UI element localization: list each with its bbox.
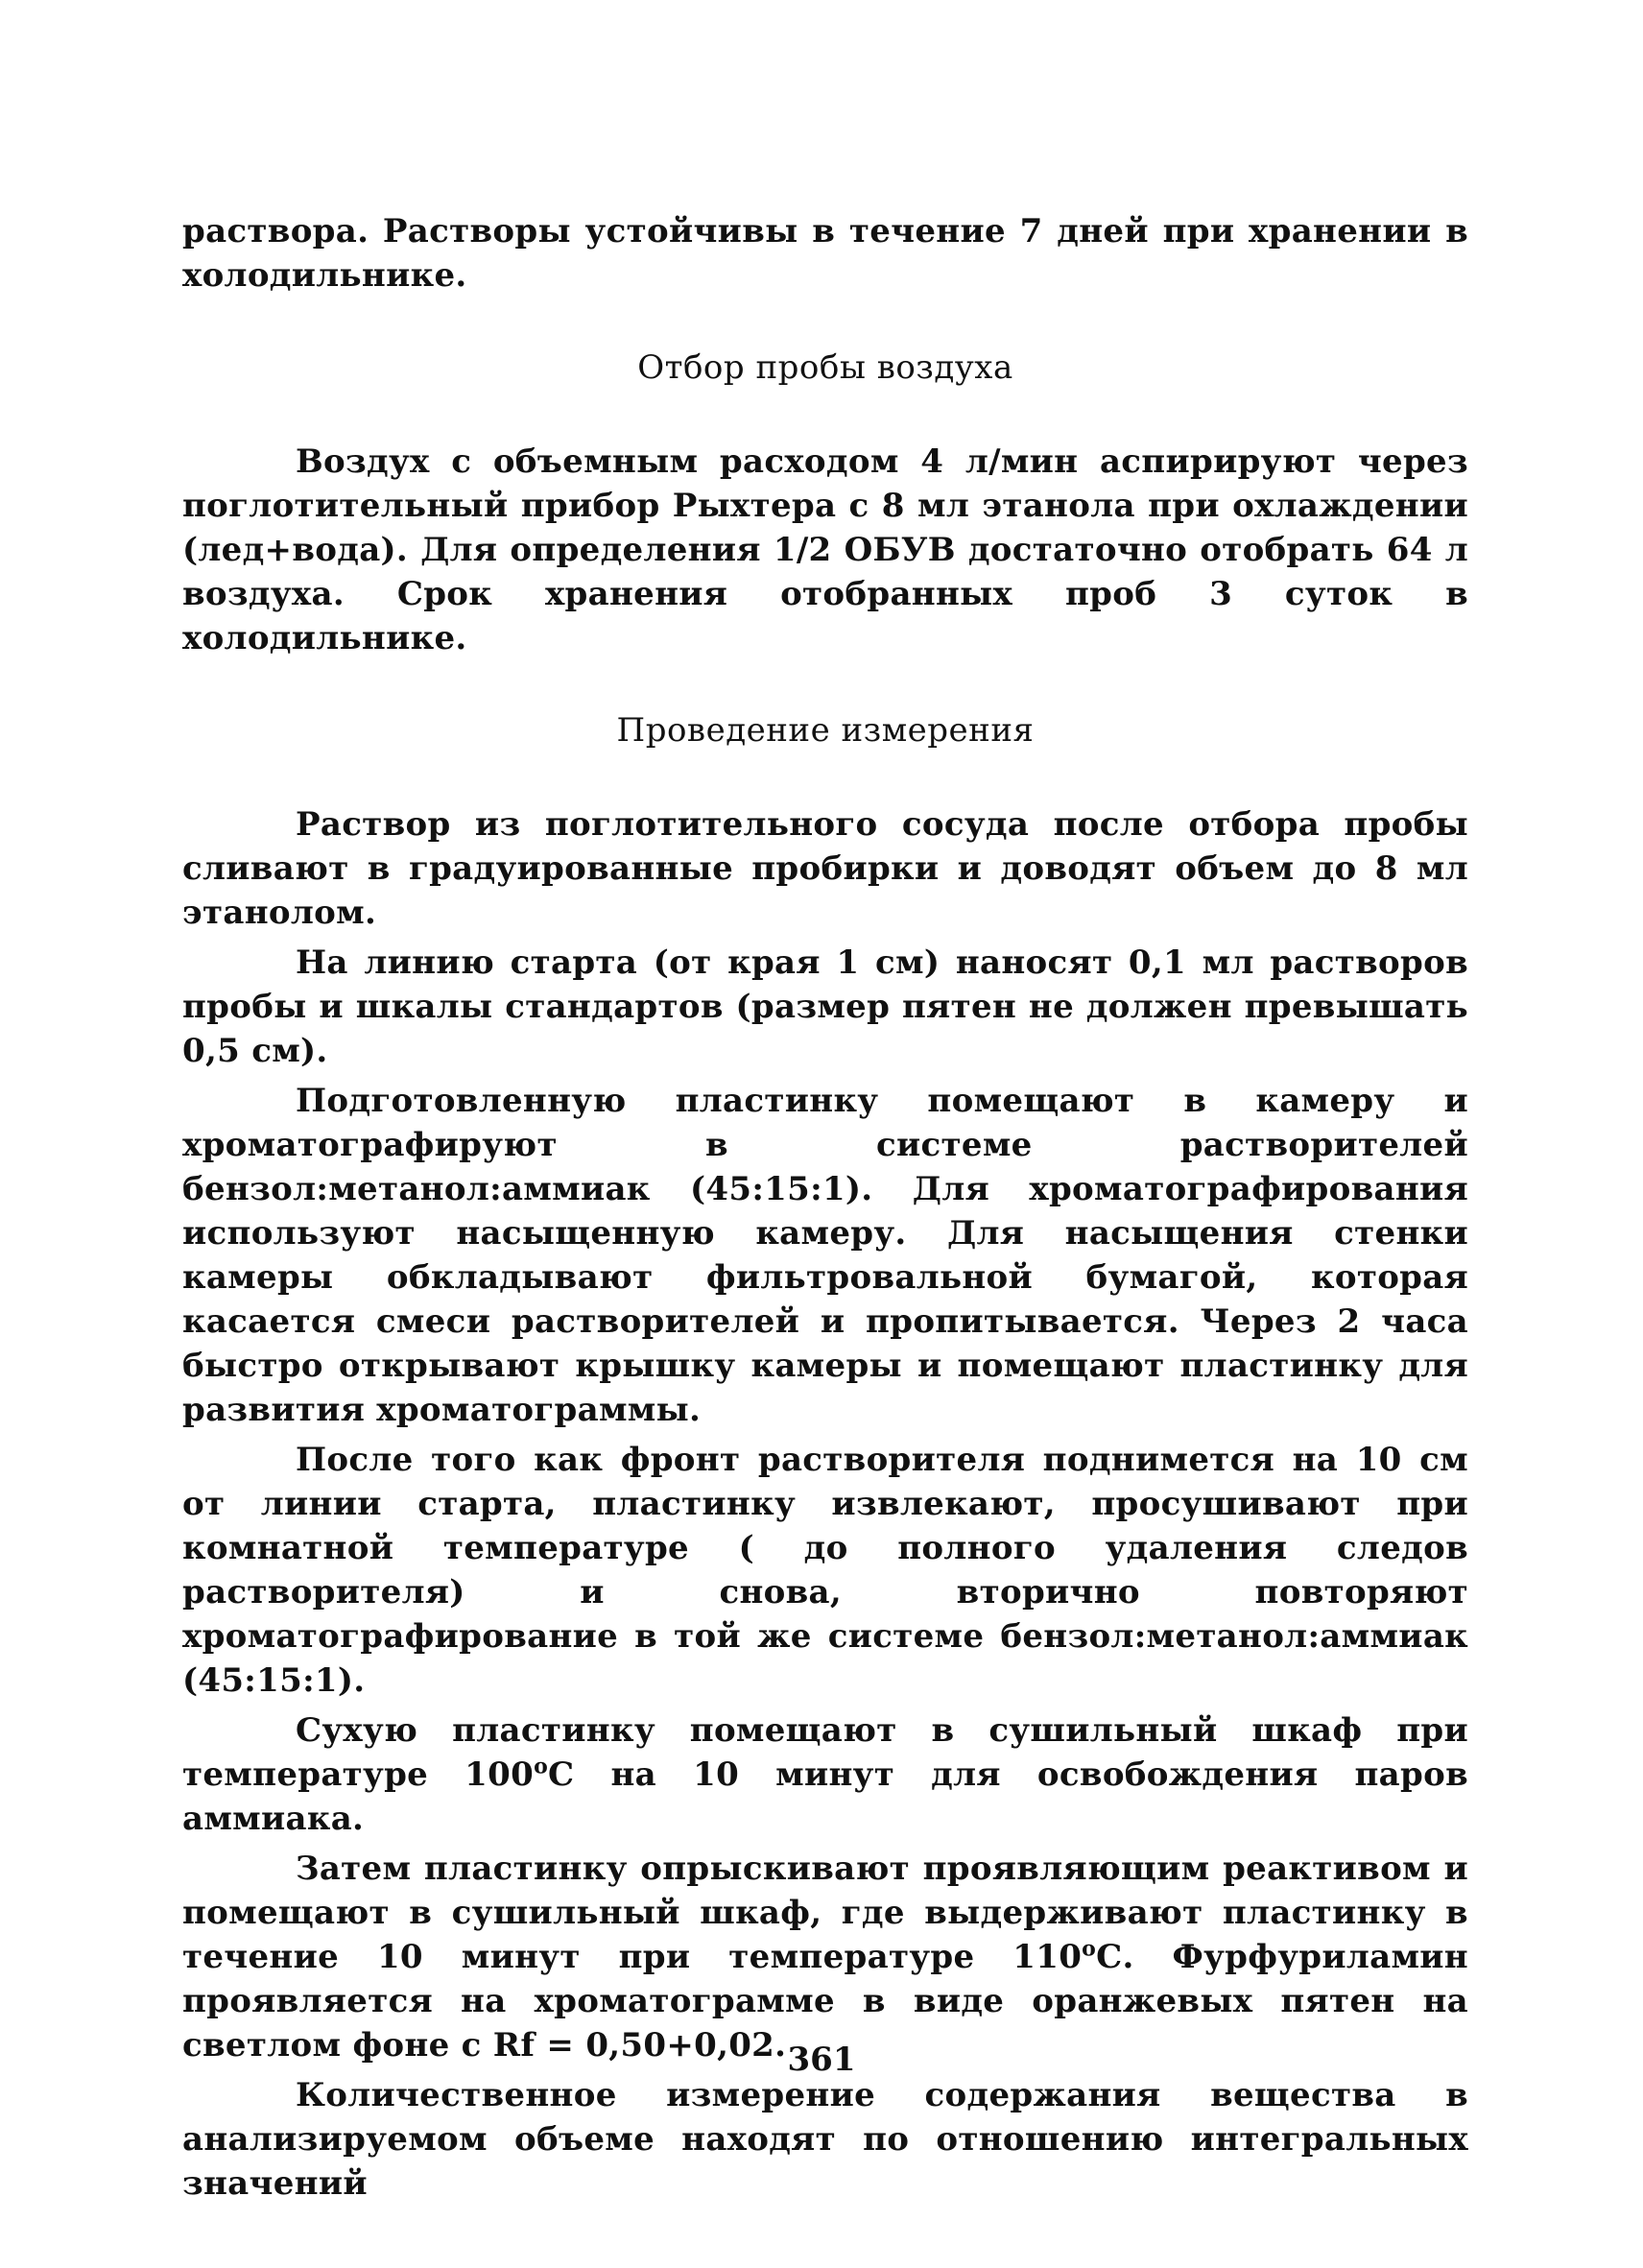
paragraph-measurement-6 [182, 1847, 1468, 2067]
section-heading-air-sampling: Отбор пробы воздуха [637, 348, 1013, 387]
paragraph-measurement-1: Раствор из поглотительного сосуда после отбора пробы сливают в градуированные пробирки и доводят объем до 8 мл этанолом. [182, 805, 1468, 932]
p6-text-before: Затем пластинку опрыскивают проявляющим реактивом и помещают в сушильный шкаф, где выдерживают пластинку в течение 10 минут при температуре 110 [182, 1850, 1468, 1976]
paragraph-measurement-3: Подготовленную пластинку помещают в камеру и хроматографируют в системе растворителей бензол:метанол:аммиак (45:15:1). Для хроматографирования используют насыщенную камеру. Для насыщения стенки камеры обкладывают фильтровальной бумагой, которая касается смеси растворителей и пропитывается. Через 2 часа быстро открывают крышку камеры и помещают пластинку для развития хроматограммы. [182, 1082, 1468, 1429]
p5-text-after: С на 10 минут для освобождения паров аммиака. [182, 1755, 1468, 1838]
degree-sign: о [534, 1754, 549, 1779]
degree-sign: о [1082, 1936, 1097, 1962]
paragraph-air-sampling: Воздух с объемным расходом 4 л/мин аспирируют через поглотительный прибор Рыхтера с 8 мл этанола при охлаждении (лед+вода). Для определения 1/2 ОБУВ достаточно отобрать 64 л воздуха. Срок хранения отобранных проб 3 суток в холодильнике. [182, 442, 1468, 657]
paragraph-measurement-5 [182, 1708, 1468, 1841]
paragraph-measurement-7: Количественное измерение содержания вещества в анализируемом объеме находят по отношению интегральных значений [182, 2076, 1468, 2203]
p6-text-after: С. Фурфуриламин проявляется на хроматограмме в виде оранжевых пятен на светлом фоне с Rf = 0,50+0,02. [182, 1938, 1468, 2065]
paragraph-measurement-2: На линию старта (от края 1 см) наносят 0,1 мл растворов пробы и шкалы стандартов (размер пятен не должен превышать 0,5 см). [182, 943, 1468, 1070]
page-number: 361 [787, 2041, 856, 2079]
paragraph-measurement-4: После того как фронт растворителя поднимется на 10 см от линии старта, пластинку извлекают, просушивают при комнатной температуре ( до полного удаления следов растворителя) и снова, вторично повторяют хроматографирование в той же системе бензол:метанол:аммиак (45:15:1). [182, 1441, 1468, 1700]
section-heading-measurement: Проведение измерения [616, 711, 1035, 750]
p5-text-before: Сухую пластинку помещают в сушильный шкаф при температуре 100 [182, 1711, 1468, 1794]
page-content [182, 209, 1468, 2206]
intro-paragraph: раствора. Растворы устойчивы в течение 7 дней при хранении в холодильнике. [182, 212, 1468, 295]
